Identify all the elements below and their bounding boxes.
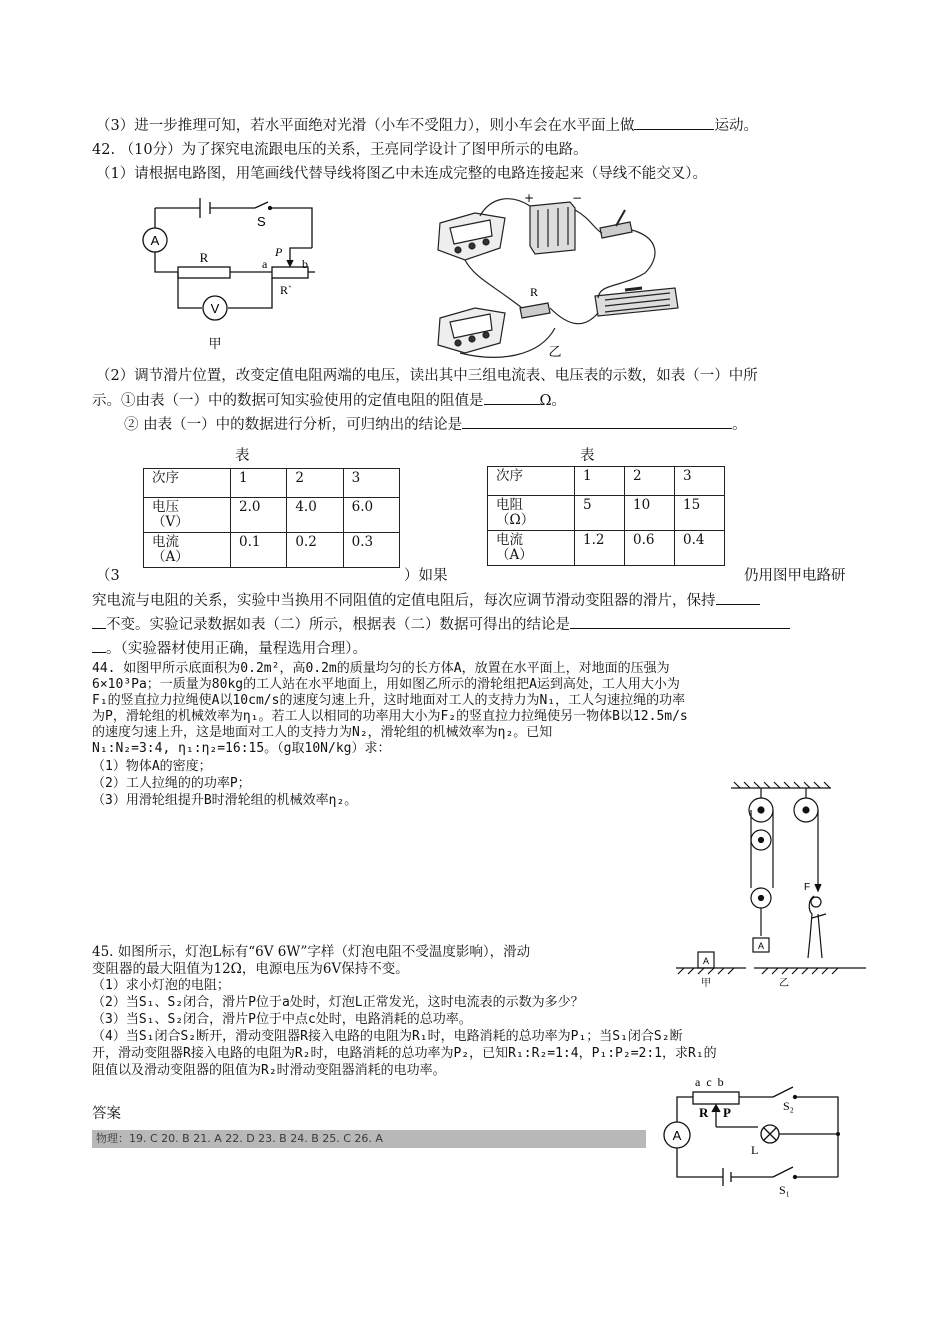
q45-line2: 变阻器的最大阻值为12Ω，电源电压为6V保持不变。	[92, 961, 409, 977]
table-row	[144, 469, 400, 498]
q42-part2-line3: ② 由表（一）中的数据进行分析，可归纳出的结论是 。	[124, 414, 747, 435]
table1	[143, 468, 400, 568]
label-b: b	[302, 257, 308, 271]
q44-line1: 44. 如图甲所示底面积为0.2m²，高0.2m的质量均匀的长方体A，放置在水平面上，对地面的压强为	[92, 661, 670, 676]
q42-title: 42. （10分）为了探究电流跟电压的关系，王亮同学设计了图甲所示的电路。	[92, 142, 588, 158]
q42-part2-line2: 示。①由表（一）中的数据可知实验使用的定值电阻的阻值是 Ω。	[92, 390, 566, 411]
q42-part3-b: ）如果	[404, 568, 448, 584]
label-L: L	[751, 1143, 759, 1157]
label-S1: S₁	[779, 1183, 790, 1197]
q41-part3: （3）进一步推理可知，若水平面绝对光滑（小车不受阻力），则小车会在水平面上做 运动。	[96, 115, 758, 136]
table-header-cell: 3	[343, 469, 399, 498]
junction-dot	[836, 1132, 840, 1136]
table-header-cell: 3	[675, 467, 725, 496]
table-cell: 0.3	[343, 533, 399, 568]
answer-title: 答案	[92, 1106, 121, 1122]
table-cell: 1.2	[575, 531, 625, 566]
label-S2: S₂	[783, 1099, 794, 1113]
table-cell: 6.0	[343, 498, 399, 533]
q45-sub4-line2: 开，滑动变阻器R接入电路的电阻为R₂时，电路消耗的总功率为P₂，已知R₁:R₂=1:4，P₁:P₂=2:1，求R₁的	[92, 1046, 717, 1061]
table-cell: 电流 （A）	[488, 531, 575, 566]
table-row	[488, 531, 725, 566]
label-Rp: R`	[280, 283, 292, 297]
table-header-cell: 1	[575, 467, 625, 496]
table-row	[144, 533, 400, 568]
q44-line6: N₁:N₂=3:4, η₁:η₂=16:15。（g取10N/kg）求：	[92, 741, 391, 756]
table-row	[488, 496, 725, 531]
label-S: S	[257, 214, 266, 229]
label-R: R	[699, 1105, 709, 1120]
table-cell: 电压 （V）	[144, 498, 231, 533]
table-header-cell: 1	[231, 469, 287, 498]
q44-line5: 的速度匀速上升，这是地面对工人的支持力为N₂，滑轮组的机械效率为η₂。已知	[92, 725, 553, 740]
answer-blank[interactable]	[92, 638, 106, 653]
table-cell: 0.4	[675, 531, 725, 566]
q42-part3-line3: 不变。实验记录数据如表（二）所示，根据表（二）数据可得出的结论是	[92, 614, 790, 635]
q45-sub4-line3: 阻值以及滑动变阻器的阻值为R₂时滑动变阻器消耗的电功率。	[92, 1063, 446, 1078]
answer-blank[interactable]	[716, 590, 760, 605]
label-A-pulley: A	[757, 941, 765, 951]
q42-part2-line1: （2）调节滑片位置，改变定值电阻两端的电压，读出其中三组电流表、电压表的示数，如表（一）中所	[96, 368, 758, 384]
label-V: V	[210, 301, 220, 316]
label-A-ammeter: A	[672, 1128, 682, 1143]
table-cell: 0.2	[287, 533, 343, 568]
label-R: R	[199, 250, 209, 265]
table-cell: 电阻 （Ω）	[488, 496, 575, 531]
answer-blank[interactable]	[634, 115, 714, 130]
q44-pulley-figure	[676, 778, 876, 990]
fig-jia-caption: 甲	[701, 978, 711, 989]
q45-sub3: （3）当S₁、S₂闭合，滑片P位于中点c处时，电路消耗的总功率。	[92, 1012, 472, 1027]
table-header-cell: 2	[287, 469, 343, 498]
table-header-cell: 次序	[488, 467, 575, 496]
q45-line1: 45. 如图所示，灯泡L标有“6V 6W”字样（灯泡电阻不受温度影响），滑动	[92, 944, 531, 960]
answer-blank[interactable]	[570, 614, 790, 629]
table-header-cell: 2	[625, 467, 675, 496]
q45-sub1: （1）求小灯泡的电阻；	[92, 978, 230, 993]
q44-line3: F₁的竖直拉力拉绳使A以10cm/s的速度匀速上升，这时地面对工人的支持力为N₁，工人匀速拉绳的功率	[92, 693, 686, 708]
q44-sub2: （2）工人拉绳的的功率P；	[92, 776, 251, 791]
table-cell: 电流 （A）	[144, 533, 231, 568]
answer-blank[interactable]	[92, 614, 106, 629]
label-plus: +	[524, 191, 535, 205]
fig-jia-caption: 甲	[208, 337, 222, 352]
q45-sub4-line1: （4）当S₁闭合S₂断开，滑动变阻器R接入电路的电阻为R₁时，电路消耗的总功率为P₁；当S₁闭合S₂断	[92, 1029, 683, 1044]
q44-line4: 为P，滑轮组的机械效率为η₁。若工人以相同的功率用大小为F₂的竖直拉力拉绳使另一物体B以12.5m/s	[92, 709, 688, 724]
q45-sub2: （2）当S₁、S₂闭合，滑片P位于a处时，灯泡L正常发光，这时电流表的示数为多少？	[92, 995, 584, 1010]
table-cell: 10	[625, 496, 675, 531]
answer-blank[interactable]	[462, 414, 732, 429]
label-minus: −	[572, 191, 583, 205]
q45-circuit-diagram	[655, 1072, 845, 1200]
table-cell: 2.0	[231, 498, 287, 533]
q42-part3-line4: 。（实验器材使用正确，量程选用合理）。	[92, 638, 367, 659]
q44-line2: 6×10³Pa；一质量为80kg的工人站在水平地面上，用如图乙所示的滑轮组把A运到高处，工人用大小为	[92, 677, 680, 692]
answer-blank[interactable]	[484, 390, 540, 405]
table-row	[488, 467, 725, 496]
table2	[487, 466, 725, 566]
label-abc: a c b	[695, 1075, 724, 1089]
q44-sub1: （1）物体A的密度；	[92, 759, 212, 774]
q42-part3-c: 仍用图甲电路研	[744, 568, 846, 584]
answer-bar: 物理：19. C 20. B 21. A 22. D 23. B 24. B 25. C 26. A	[92, 1130, 646, 1148]
table2-caption: 表	[580, 448, 595, 464]
q44-sub3: （3）用滑轮组提升B时滑轮组的机械效率η₂。	[92, 793, 358, 808]
q42-circuit-diagram-jia	[140, 190, 340, 355]
table-row	[144, 498, 400, 533]
table-cell: 15	[675, 496, 725, 531]
q42-part3-line2: 究电流与电阻的关系，实验中当换用不同阻值的定值电阻后，每次应调节滑动变阻器的滑片，保持	[92, 590, 760, 611]
fig-yi-caption: 乙	[779, 978, 789, 989]
label-P: P	[275, 245, 283, 259]
table1-caption: 表	[235, 448, 250, 464]
label-P: P	[723, 1105, 731, 1120]
label-A: A	[150, 233, 160, 248]
table-cell: 0.6	[625, 531, 675, 566]
q42-part1: （1）请根据电路图，用笔画线代替导线将图乙中未连成完整的电路连接起来（导线不能交叉）。	[96, 166, 707, 182]
table-cell: 5	[575, 496, 625, 531]
table-cell: 4.0	[287, 498, 343, 533]
label-F: F	[804, 882, 811, 893]
label-A-ground: A	[702, 956, 710, 966]
label-a: a	[262, 257, 268, 271]
fig-yi-caption: 乙	[548, 345, 562, 360]
label-R-yi: R	[530, 285, 539, 299]
q42-part3-a: （3	[96, 568, 120, 584]
table-header-cell: 次序	[144, 469, 231, 498]
table-cell: 0.1	[231, 533, 287, 568]
q42-apparatus-yi	[420, 188, 690, 360]
